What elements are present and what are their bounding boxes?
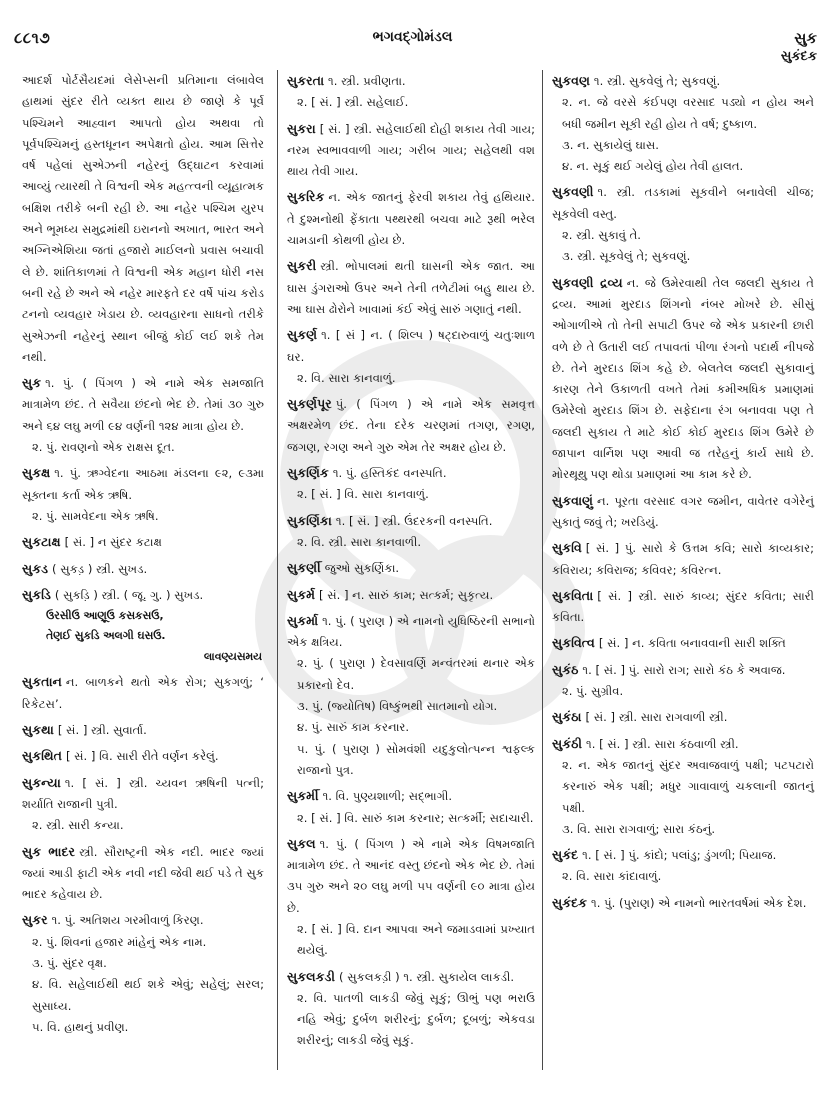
dictionary-entry — [287, 785, 535, 829]
entry-definition — [22, 584, 264, 606]
entry-definition — [552, 70, 814, 92]
dictionary-entry — [552, 706, 814, 728]
entry-sense — [287, 653, 535, 696]
headword: સુકથા — [22, 722, 54, 738]
entry-sense — [287, 368, 535, 389]
entry-definition — [552, 490, 814, 534]
definition-text: ૩. પું. સુંદર વૃક્ષ. — [32, 955, 107, 970]
dictionary-entry — [552, 659, 814, 703]
column-2 — [287, 70, 535, 1080]
definition-text: ૨. પું. સુગ્રીવ. — [562, 684, 624, 699]
definition-text: ૨. [ સં. ] વિ. સારા કાનવાળું. — [297, 487, 429, 502]
definition-text: ૧. પું. ( પિંગળ ) એ નામે એક વિષમજાતિ માત્રામેળ છંદ. તે આનંદ વસ્તુ છંદનો એક ભેદ છે. તેમાં ૩૫ ગુરુ અને ૨૦ લઘુ મળી ૫૫ વર્ણની ૯૦ માત્રા હોય છે. — [287, 836, 535, 915]
entry-definition — [287, 785, 535, 807]
dictionary-columns — [0, 70, 825, 1090]
entry-definition — [552, 892, 814, 914]
definition-text: [ સં. ] પું. સારો કે ઉત્તમ કવિ; સારો કાવ્યકાર; કવિરાય; કવિરાજ; કવિવર; કવિરત્ન. — [552, 541, 814, 577]
definition-text: ૧. સ્ત્રી. સુકવેલું તે; સુકવણું. — [593, 74, 721, 88]
column-3 — [552, 70, 814, 1080]
definition-text: ૨. વિ. પાતળી લાકડી જેવું સૂકું; ઊભું પણ ભરાઉ નહિ એવું; દુર્બળ શરીરનું; દુર્બળ; દૂબળું; એકવડા શરીરનું; લાકડી જેવું સૂકું. — [297, 990, 535, 1048]
headword: સુકથિત — [22, 748, 62, 764]
definition-text: ૧. સ્ત્રી. તડકામાં સૂકવીને બનાવેલી ચીજ; સૂકવેલી વસ્તુ. — [552, 185, 814, 221]
dictionary-entry — [22, 462, 264, 527]
dictionary-entry — [22, 671, 264, 715]
entry-sense — [287, 808, 535, 829]
headword: સુકંઠા — [552, 709, 582, 725]
definition-text: ૨. [ સં. ] સ્ત્રી. સહેલાઈ. — [297, 95, 409, 110]
headword: સુક — [22, 375, 42, 391]
dictionary-entry — [552, 844, 814, 888]
entry-sense — [552, 92, 814, 135]
definition-text: ૨. પું. શિવનાં હજાર માંહેનું એક નામ. — [32, 934, 207, 949]
entry-sense — [287, 484, 535, 505]
definition-text: ૨. વિ. સ્ત્રી. સારા કાનવાળી. — [297, 534, 422, 549]
definition-text: ૨. ન. જે વરસે કંઈપણ વરસાદ પડ્યો ન હોય અને બધી જમીન સૂકી રહી હોય તે વર્ષ; દુષ્કાળ. — [562, 95, 814, 131]
entry-sense — [22, 953, 264, 974]
headword: સુકલ — [287, 835, 316, 851]
entry-definition — [287, 966, 535, 988]
dictionary-entry — [552, 272, 814, 486]
dictionary-entry — [552, 892, 814, 914]
entry-definition — [552, 537, 814, 581]
definition-text: ૧. પું. ઋગ્વેદના આઠમા મંડલના ૯૨, ૯૩મા સૂક્તના કર્તા એક ઋષિ. — [22, 466, 264, 502]
entry-definition — [552, 632, 814, 654]
definition-text: [ સં. ] ન. કવિતા બનાવવાની સારી શક્તિ — [598, 636, 786, 651]
dictionary-entry — [287, 70, 535, 114]
entry-sense — [22, 932, 264, 953]
definition-text: ૪. ન. સૂકું થઈ ગયેલું હોય તેવી હાલત. — [562, 159, 744, 174]
entry-definition — [287, 584, 535, 606]
dictionary-entry — [287, 510, 535, 554]
definition-text: ૫. પું. ( પુરાણ ) સોમવંશી યદુકુલોત્પન્ન શ્વફલ્ક રાજાનો પુત્ર. — [297, 741, 535, 777]
entry-definition — [552, 585, 814, 629]
entry-sense — [22, 1017, 264, 1038]
dictionary-entry — [287, 324, 535, 389]
definition-text: [ સં. ] સ્ત્રી. સારા રાગવાળી સ્ત્રી. — [585, 710, 728, 725]
entry-definition — [287, 610, 535, 654]
definition-text: [ સં. ] સ્ત્રી. સારું કાવ્ય; સુંદર કવિતા; સારી કવિતા. — [552, 588, 814, 625]
entry-definition — [552, 733, 814, 755]
entry-sense — [552, 819, 814, 840]
entry-definition — [287, 393, 535, 458]
definition-text: ૨. ન. એક જાતનું સુંદર અવાજવાળું પક્ષી; પટપટારો કરનારું એક પક્ષી; મધુર ગાવાવાળું ચકલાની જાતનું પક્ષી. — [562, 757, 814, 815]
headword: સુકંઠી — [552, 735, 583, 751]
headword: સુકટાક્ષ — [22, 534, 61, 550]
entry-sense — [287, 717, 535, 738]
entry-definition — [22, 558, 264, 580]
entry-sense — [552, 225, 814, 246]
definition-text: ૨. [ સં. ] વિ. સારું કામ કરનાર; સત્કર્મી; સદાચારી. — [297, 810, 534, 825]
dictionary-entry — [22, 745, 264, 767]
definition-text: ૩. પું. (જ્યોતિષ) વિષ્કુંભથી સાતમાનો યોગ. — [297, 699, 498, 714]
headword: સુકર્મી — [287, 788, 319, 804]
dictionary-entry — [287, 584, 535, 606]
headword: સુકતાન — [22, 674, 62, 690]
headword: સુકવાણું — [552, 492, 594, 508]
entry-sense — [552, 246, 814, 267]
definition-text: ૨. સ્ત્રી. સારી કન્યા. — [32, 818, 124, 833]
definition-text: ૩. વિ. સારા રાગવાળું; સારા કંઠનું. — [562, 821, 716, 836]
headword: સુકર્ણિકા — [287, 512, 332, 528]
entry-sense — [22, 506, 264, 527]
entry-definition — [22, 772, 264, 816]
intro-paragraph: આદર્શ પોર્ટસૈયદમાં લેસેપ્સની પ્રતિમાના લંબાવેલ હાથમાં સુંદર રીતે વ્યક્ત થાય છે જાણે કે પૂર્વ પશ્ચિમને આહ્વાન આપતો હોય અથવા તો પૂર્વપશ્ચિમનું હસ્તધૂનન અપેક્ષતો હોય. આમ સિત્તેર વર્ષ પહેલાં સુએઝની નહેરનું ઉદ્ઘાટન કરવામાં આવ્યું ત્યારથી તે વિશ્વની એક મહત્ત્વની વ્યૂહાત્મક બક્ષિશ તરીકે બની રહી છે. આ નહેર પશ્ચિમ યુરપ અને ભૂમધ્ય સમુદ્રમાંથી ઇરાનનો અખાત, ભારત અને અગ્નિએશિયા જતાં હજારો માઈલનો પ્રવાસ બચાવી લે છે. શાંતિકાળમાં તે વિશ્વની એક મહાન ધોરી નસ બની રહે છે અને એ નહેર મારફતે દર વર્ષે પાંચ કરોડ ટનનો વ્યવહાર ખેડાય છે. વ્યવહારના સાધનો તરીકે સુએઝની નહેરનું સ્થાન બીજું કોઈ લઈ શકે તેમ નથી. — [22, 73, 264, 364]
dictionary-entry — [287, 186, 535, 251]
definition-text: ૧. વિ. પુણ્યશાળી; સદ્ભાગી. — [322, 789, 453, 804]
dictionary-entry — [287, 610, 535, 781]
entry-definition — [287, 557, 535, 579]
entry-definition — [287, 833, 535, 919]
page-header — [0, 0, 825, 70]
definition-text: ૨. પું. સામવેદના એક ઋષિ. — [32, 508, 159, 523]
entry-sense — [22, 437, 264, 458]
definition-text: ન. પૂરતા વરસાદ વગર જમીન, વાવેતર વગેરેનું સુકાતું જવું તે; ખરડિયું. — [552, 493, 814, 529]
dictionary-entry — [552, 181, 814, 267]
headword: સુકવણી — [552, 184, 594, 200]
dictionary-entry — [552, 537, 814, 581]
headword: સુકવિતા — [552, 587, 594, 603]
dictionary-entry — [22, 558, 264, 580]
quotation-attribution: લાવણ્યસમય — [203, 650, 262, 664]
entry-definition — [287, 462, 535, 484]
definition-text: ૨. વિ. સારા કાનવાળું. — [297, 370, 396, 385]
definition-text: ( સુકડ઼િ ) સ્ત્રી. ( જૂ. ગુ. ) સુખડ. — [54, 587, 204, 602]
entry-definition — [287, 255, 535, 320]
definition-text: ૧. પું. ( પુરાણ ) એ નામનો યુધિષ્ઠિરની સભાનો એક ક્ષત્રિય. — [287, 613, 535, 650]
dictionary-entry — [287, 462, 535, 506]
entry-sense — [552, 755, 814, 819]
entry-definition — [22, 745, 264, 767]
entry-sense — [287, 696, 535, 717]
guide-word-last: સુકંદક — [780, 49, 817, 64]
entry-sense — [552, 135, 814, 156]
definition-text: સ્ત્રી. સૌરાષ્ટ્રની એક નદી. ભાદર જ્યાં જ્યાં આડી ફાટી એક નવી નદી જેવી થઈ પડે તે સુક ભાદર કહેવાય છે. — [22, 844, 264, 902]
entry-sense — [552, 156, 814, 177]
definition-text: ( સુકડ઼ ) સ્ત્રી. સુખડ. — [52, 561, 148, 576]
definition-text: ૧. [ સં. ] સ્ત્રી. સારા કંઠવાળી સ્ત્રી. — [586, 736, 739, 751]
dictionary-entry — [552, 585, 814, 629]
definition-text: ૧. [ સં. ] પું. કાંદો; પલાંડુ; ડુંગળી; પિયાજ. — [582, 848, 777, 863]
headword: સુકવિ — [552, 540, 582, 556]
entry-sense — [552, 681, 814, 702]
headword: સુકરતા — [287, 73, 325, 88]
entry-sense — [287, 988, 535, 1052]
entry-sense — [287, 532, 535, 553]
entry-definition — [22, 841, 264, 906]
headword: સુકડિ — [22, 586, 51, 602]
headword: સુકર્ણિક — [287, 465, 329, 481]
definition-text: ૩. સ્ત્રી. સૂકવેલું તે; સુકવણું. — [562, 249, 691, 264]
entry-definition — [287, 510, 535, 532]
definition-text: ૧. પું. અતિશય ગરમીવાળું કિરણ. — [51, 913, 204, 928]
definition-text: જુઓ સુકર્ણિકા. — [324, 561, 400, 576]
column-divider — [542, 70, 543, 1070]
definition-text: ૨. સ્ત્રી. સુકાવું તે. — [562, 228, 641, 243]
definition-text: ૧. [ સં. ] પું. સારો રાગ; સારો કંઠ કે અવાજ. — [582, 662, 786, 677]
headword: સુકર્મા — [287, 612, 319, 628]
headword: સુકવણ — [552, 73, 590, 88]
dictionary-entry — [22, 372, 264, 458]
definition-text: [ સં. ] સ્ત્રી. સહેલાઈથી દોહી શકાય તેવી ગાય; નરમ સ્વભાવવાળી ગાય; ગરીબ ગાય; સહેલથી વશ થાય તેવી ગાય. — [287, 121, 535, 179]
entry-sense — [287, 92, 535, 113]
headword: સુકર્ણપૂર — [287, 396, 332, 412]
definition-text: ૧. સ્ત્રી. પ્રવીણતા. — [328, 74, 406, 88]
entry-definition — [552, 181, 814, 225]
definition-text: સ્ત્રી. ભોપાલમાં થતી ઘાસની એક જાત. આ ઘાસ ડુંગરાઓ ઉપર અને તેની તળેટીમાં બહુ થાય છે. આ ઘાસ ઢોરોને ખાવામાં કંઈ એવું સારું ગણાતું નથી. — [287, 259, 535, 316]
quotation-line: તેણઈ સુકડિ અલગી ઘસઉ. — [46, 629, 166, 643]
quotation-line: ઉરસીઉ આણૂઉ કસકસઉ, — [46, 609, 164, 623]
definition-text: [ સં. ] ન સુંદર કટાક્ષ — [64, 535, 162, 550]
entry-definition — [22, 462, 264, 506]
headword: સુકવિત્વ — [552, 635, 595, 651]
definition-text: [ સં. ] વિ. સારી રીતે વર્ણન કરેલું. — [65, 749, 219, 764]
dictionary-entry — [287, 557, 535, 579]
entry-sense — [22, 815, 264, 836]
dictionary-entry — [22, 909, 264, 1038]
dictionary-entry — [552, 490, 814, 534]
dictionary-entry — [287, 966, 535, 1052]
headword: સુકરા — [287, 120, 316, 136]
dictionary-entry — [22, 531, 264, 553]
entry-definition — [287, 186, 535, 251]
dictionary-entry — [287, 393, 535, 458]
definition-text: [ સં. ] સ્ત્રી. સુવાર્તા. — [57, 723, 147, 738]
headword: સુકંદ — [552, 847, 579, 863]
headword: સુકડ — [22, 560, 49, 576]
definition-text: ૫. વિ. હાથનું પ્રવીણ. — [32, 1019, 129, 1034]
definition-text: [ સં. ] ન. સારું કામ; સત્કર્મ; સુકૃત્ય. — [318, 587, 494, 602]
entry-sense — [22, 974, 264, 1017]
headword: સુકરી — [287, 258, 317, 274]
definition-text: ૧. પું. (પુરાણ) એ નામનો ભારતવર્ષમાં એક દેશ. — [591, 895, 807, 910]
headword: સુકર્મ — [287, 586, 315, 602]
entry-definition — [552, 706, 814, 728]
definition-text: ( સુકલકડ઼ી ) ૧. સ્ત્રી. સુકાયેલ લાકડી. — [339, 969, 515, 984]
headword: સુકંઠ — [552, 661, 579, 677]
entry-sense — [552, 866, 814, 887]
dictionary-entry — [287, 118, 535, 183]
headword: સુકલકડી — [287, 968, 336, 984]
dictionary-entry — [287, 255, 535, 320]
dictionary-entry — [22, 772, 264, 837]
headword: સુકંદક — [552, 894, 588, 910]
definition-text: ન. જે ઉમેરવાથી તેલ જલદી સુકાય તે દ્રવ્ય. આમાં મુરદાડ શિંગનો નંબર મોખરે છે. સીસું ઓગાળીએ તો તેની સપાટી ઉપર જે એક પ્રકારની છારી વળે છે તે ઉતારી લઈ તપાવતાં પીળા રંગનો પદાર્થ નીપજે છે. તેને મુરદાડ શિંગ કહે છે. બેલતેલ જલદી સુકાવાનું કારણ તેને ઉકાળતી વખતે તેમાં કમીઅધિક પ્રમાણમાં ઉમેરેલો મુરદાડ શિંગ છે. સફેદાના રંગ બનાવવા પણ તે જલદી સુકાય તે માટે કોઈ કોઈ મુરદાડ શિંગ ઉમેરે છે જાપાન વાર્નિશ પણ આવી જ તરેહનું કાર્ય સાધે છે. મોરથૂથુ પણ થોડા પ્રમાણમાં આ કામ કરે છે. — [552, 275, 814, 482]
entry-definition — [22, 372, 264, 437]
headword: સુકક્ષ — [22, 465, 51, 481]
headword: સુકવણી દ્રવ્ય — [552, 274, 623, 290]
headword: સુક ભાદર — [22, 843, 76, 859]
definition-text: ૨. [ સં. ] વિ. દાન આપવા અને જમાડવામાં પ્રખ્યાત થયેલું. — [297, 921, 535, 958]
dictionary-entry — [552, 632, 814, 654]
entry-sense — [287, 919, 535, 962]
definition-text: ૪. વિ. સહેલાઈથી થઈ શકે એવું; સહેલું; સરલ; સુસાધ્ય. — [32, 977, 264, 1013]
entry-definition — [287, 70, 535, 92]
entry-definition — [22, 531, 264, 553]
dictionary-entry — [287, 833, 535, 962]
definition-text: ૧. [ સં. ] સ્ત્રી. ઉંદરકની વનસ્પતિ. — [335, 513, 493, 528]
definition-text: ૧. [ સં. ] સ્ત્રી. ચ્યવન ઋષિની પત્ની; શર્યાતિ રાજાની પુત્રી. — [22, 775, 264, 811]
entry-sense — [287, 739, 535, 782]
page-number: ૮૮૧૭ — [14, 29, 51, 47]
definition-text: ૩. ન. સુકાયેલું ઘાસ. — [562, 137, 659, 152]
guide-word-first: સુક — [794, 29, 817, 47]
headword: સુકર — [22, 912, 48, 928]
book-title: ભગવદ્ગોમંડલ — [372, 29, 453, 45]
entry-definition — [552, 844, 814, 866]
dictionary-entry — [552, 733, 814, 840]
definition-text: ન. એક જાતનું ફેરવી શકાય તેવું હથિયાર. તે દુશ્મનોથી ફેંકાતા પથ્થરથી બચવા માટે રૂથી ભરેલ ચામડાની કોથળી હોય છે. — [287, 190, 535, 248]
entry-definition — [287, 324, 535, 368]
column-divider — [277, 70, 278, 1070]
entry-definition — [287, 118, 535, 183]
entry-definition — [22, 909, 264, 931]
headword: સુકન્યા — [22, 774, 61, 790]
headword: સુકર્ણી — [287, 560, 321, 576]
dictionary-entry — [552, 70, 814, 177]
column-1 — [22, 70, 264, 1080]
definition-text: ૧. પું. ( પિંગળ ) એ નામે એક સમજાતિ માત્રામેળ છંદ. તે સવૈયા છંદનો ભેદ છે. તેમાં ૩૦ ગુરુ અને ૬૪ લઘુ મળી ૯૪ વર્ણની ૧૨૪ માત્રા હોય છે. — [22, 376, 264, 433]
headword: સુકર્ણ — [287, 327, 318, 343]
definition-text: ૧. પું. હસ્તિકંદ વનસ્પતિ. — [332, 466, 447, 481]
definition-text: ૨. પું. રાવણનો એક રાક્ષસ દૂત. — [32, 440, 175, 455]
definition-text: પું. ( પિંગળ ) એ નામે એક સમવૃત્ત અક્ષરમેળ છંદ. તેના દરેક ચરણમાં તગણ, રગણ, જગણ, રગણ અને ગુરુ એમ તેર અક્ષર હોય છે. — [287, 397, 535, 454]
headword: સુકરિક — [287, 189, 325, 205]
dictionary-entry — [22, 841, 264, 906]
entry-definition — [22, 671, 264, 715]
entry-definition — [22, 719, 264, 741]
dictionary-entry — [22, 719, 264, 741]
definition-text: ૪. પું. સારું કામ કરનાર. — [297, 720, 410, 735]
definition-text: ૨. વિ. સારા કાંદાવાળું. — [562, 869, 662, 884]
definition-text: ૨. પું. ( પુરાણ ) દેવસાવર્ણિ મન્વંતરમાં થનાર એક પ્રકારનો દેવ. — [297, 656, 535, 692]
entry-definition — [552, 272, 814, 486]
definition-text: ન. બાળકને થતો એક રોગ; સુકગળું; ‘ રિકેટસ’. — [22, 675, 264, 711]
dictionary-entry — [22, 584, 264, 668]
definition-text: ૧. [ સં ] ન. ( શિલ્પ ) ષટ્દારુવાળું ચતુઃશાળ ઘર. — [287, 328, 535, 364]
entry-definition — [552, 659, 814, 681]
